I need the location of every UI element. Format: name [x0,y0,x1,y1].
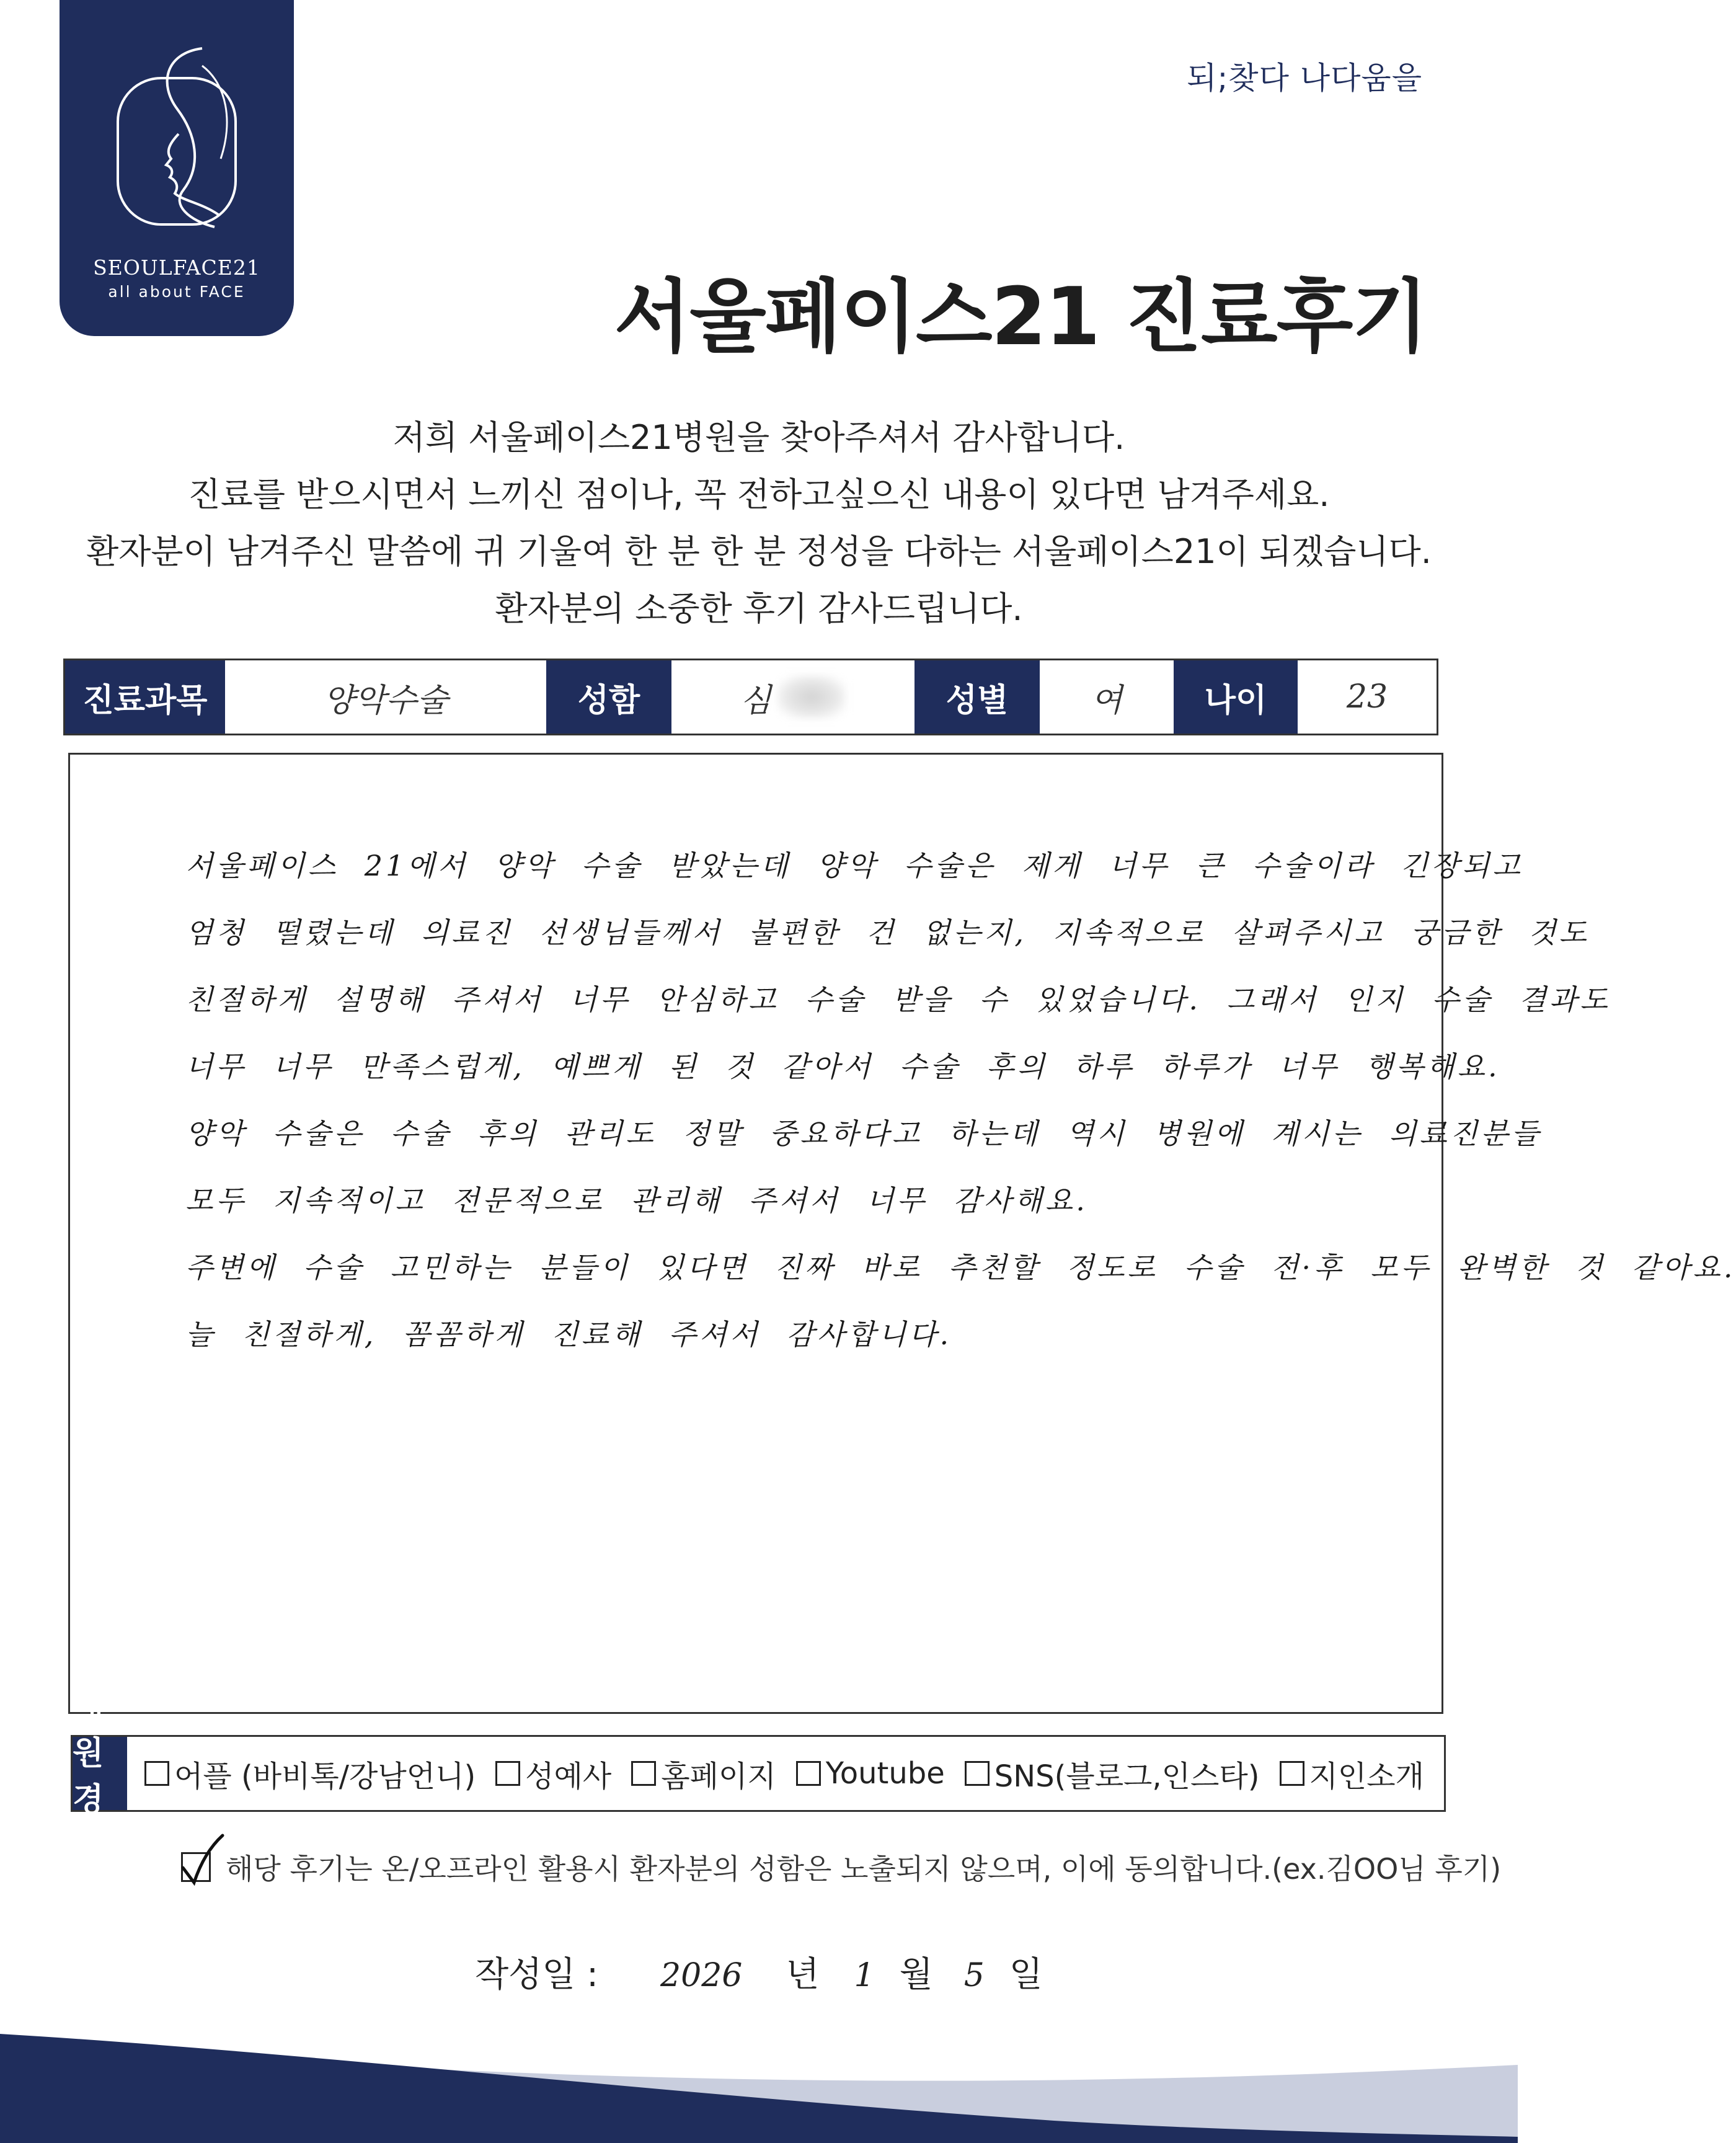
date-day-unit: 일 [1009,1954,1043,1995]
name-value: 심 [740,681,772,719]
age-value[interactable]: 23 [1346,678,1388,716]
consent-checkbox[interactable] [181,1852,211,1882]
footer-band [0,2028,1518,2143]
face-line-icon [109,41,244,246]
intro-line: 환자분이 남겨주신 말씀에 귀 기울여 한 분 한 분 정성을 다하는 서울페이스21이 되겠습니다. [86,532,1432,571]
patient-info-table [63,659,1438,735]
date-label: 작성일 : [475,1954,599,1995]
name-label: 성함 [546,660,671,734]
review-text [185,832,1736,1368]
page-title: 서울페이스21 진료후기 [614,271,1427,363]
checkbox[interactable] [631,1761,656,1786]
route-option-referral[interactable]: 지인소개 [1280,1752,1424,1795]
route-option-youtube[interactable]: Youtube [796,1756,945,1791]
intro-line: 저희 서울페이스21병원을 찾아주셔서 감사합니다. [392,418,1125,457]
consent-text: 해당 후기는 온/오프라인 활용시 환자분의 성함은 노출되지 않으며, 이에 동의합니다.(ex.김OO님 후기) [226,1852,1502,1886]
intro-text [0,409,1518,637]
date-day[interactable]: 5 [963,1957,985,1994]
checkbox[interactable] [796,1761,821,1786]
route-option-app[interactable]: 어플 (바비톡/강남언니) [144,1752,476,1795]
name-field[interactable] [671,660,914,734]
gender-value[interactable]: 여 [1091,681,1123,719]
brand-logo [60,0,294,336]
brand-tagline: all about FACE [108,283,246,301]
checkbox[interactable] [1280,1761,1304,1786]
dept-label: 진료과목 [65,660,225,734]
age-label: 나이 [1174,660,1298,734]
route-option-sungyesa[interactable]: 성예사 [495,1752,611,1795]
date-year-unit: 년 [786,1954,820,1995]
name-redaction [777,675,846,719]
date-month-unit: 월 [899,1954,933,1995]
review-box[interactable] [68,753,1736,1714]
checkbox[interactable] [495,1761,520,1786]
date-year[interactable]: 2026 [660,1957,743,1994]
review-line: 늘 친절하게, 꼼꼼하게 진료해 주셔서 감사합니다. [185,1318,952,1351]
checkbox[interactable] [965,1761,990,1786]
review-line: 엄청 떨렸는데 의료진 선생님들께서 불편한 건 없는지, 지속적으로 살펴주시고 궁금한 것도 [185,916,1590,949]
review-line: 서울페이스 21에서 양악 수술 받았는데 양악 수술은 제게 너무 큰 수술이라 긴장되고 [185,849,1523,882]
review-line: 너무 너무 만족스럽게, 예쁘게 된 것 같아서 수술 후의 하루 하루가 너무 행복해요. [185,1050,1500,1083]
checkbox[interactable] [144,1761,169,1786]
route-option-homepage[interactable]: 홈페이지 [631,1752,776,1795]
route-option-sns[interactable]: SNS(블로그,인스타) [965,1752,1260,1795]
brand-name: SEOULFACE21 [93,255,260,280]
checkmark-icon [179,1833,229,1889]
route-options [127,1737,1444,1810]
date-month[interactable]: 1 [854,1957,875,1994]
gender-label: 성별 [914,660,1040,734]
written-date [0,1947,1518,1997]
review-line: 모두 지속적이고 전문적으로 관리해 주셔서 너무 감사해요. [185,1184,1088,1217]
review-line: 양악 수술은 수술 후의 관리도 정말 중요하다고 하는데 역시 병원에 계시는 의료진분들 [185,1117,1543,1150]
intro-line: 진료를 받으시면서 느끼신 점이나, 꼭 전하고싶으신 내용이 있다면 남겨주세요. [188,475,1330,514]
dept-value[interactable]: 양악수술 [323,681,448,719]
review-line: 친절하게 설명해 주셔서 너무 안심하고 수술 받을 수 있었습니다. 그래서 인지 수술 결과도 [185,983,1611,1016]
review-line: 주변에 수술 고민하는 분들이 있다면 진짜 바로 추천할 정도로 수술 전·후 모두 완벽한 것 같아요. [185,1251,1736,1284]
brand-slogan: 되;찾다 나다움을 [1187,60,1422,96]
intro-line: 환자분의 소중한 후기 감사드립니다. [495,589,1023,628]
route-label: 내원경로 [73,1737,127,1810]
visit-route-row [71,1688,1446,1865]
consent-row [181,1847,1501,1888]
